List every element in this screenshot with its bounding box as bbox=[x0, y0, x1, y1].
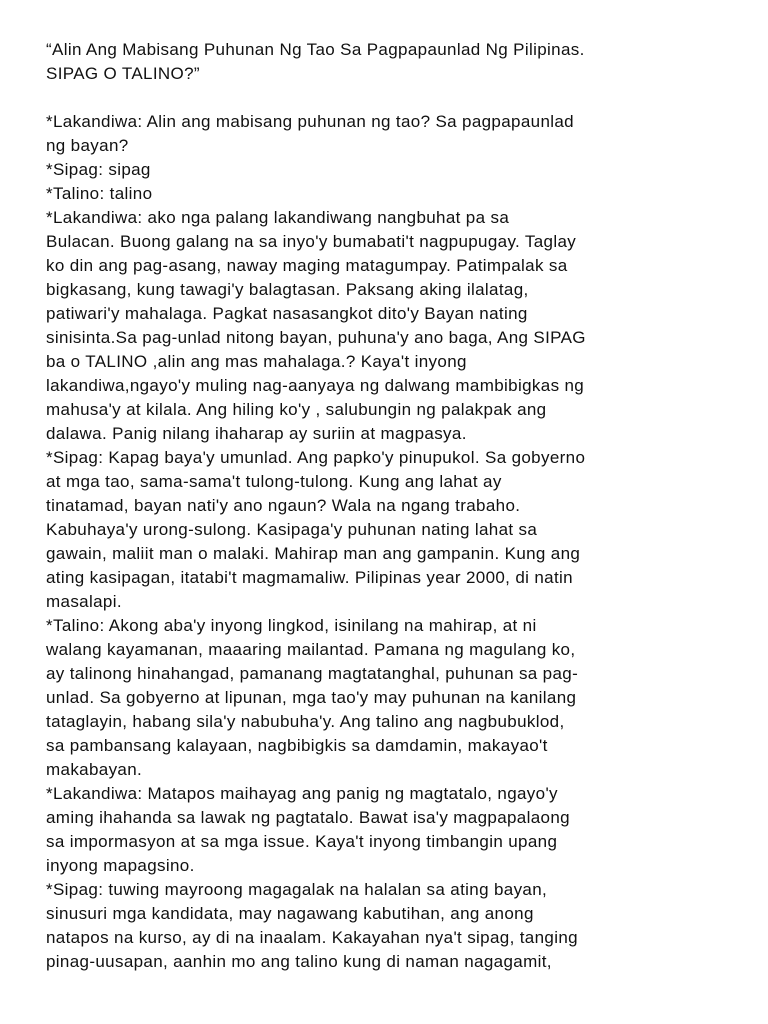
text-line: ko din ang pag-asang, naway maging matagumpay. Patimpalak sa bbox=[46, 256, 568, 275]
text-line: sa pambansang kalayaan, nagbibigkis sa damdamin, makayao't bbox=[46, 736, 548, 755]
text-line: *Sipag: sipag bbox=[46, 160, 151, 179]
text-line: unlad. Sa gobyerno at lipunan, mga tao'y may puhunan na kanilang bbox=[46, 688, 577, 707]
title-line: SIPAG O TALINO?” bbox=[46, 64, 200, 83]
text-line: sa impormasyon at sa mga issue. Kaya't inyong timbangin upang bbox=[46, 832, 558, 851]
text-line: ng bayan? bbox=[46, 136, 129, 155]
text-line: Bulacan. Buong galang na sa inyo'y bumabati't nagpupugay. Taglay bbox=[46, 232, 577, 251]
text-line: ba o TALINO ,alin ang mas mahalaga.? Kaya't inyong bbox=[46, 352, 467, 371]
text-line: natapos na kurso, ay di na inaalam. Kakayahan nya't sipag, tanging bbox=[46, 928, 578, 947]
text-line: *Sipag: tuwing mayroong magagalak na halalan sa ating bayan, bbox=[46, 880, 548, 899]
text-line: bigkasang, kung tawagi'y balagtasan. Paksang aking ilalatag, bbox=[46, 280, 529, 299]
text-line: mahusa'y at kilala. Ang hiling ko'y , salubungin ng palakpak ang bbox=[46, 400, 547, 419]
text-line: *Talino: Akong aba'y inyong lingkod, isinilang na mahirap, at ni bbox=[46, 616, 537, 635]
text-line: patiwari'y mahalaga. Pagkat nasasangkot dito'y Bayan nating bbox=[46, 304, 528, 323]
text-line: walang kayamanan, maaaring mailantad. Pamana ng magulang ko, bbox=[46, 640, 576, 659]
text-line: *Sipag: Kapag baya'y umunlad. Ang papko'y pinupukol. Sa gobyerno bbox=[46, 448, 586, 467]
text-line: dalawa. Panig nilang ihaharap ay suriin at magpasya. bbox=[46, 424, 467, 443]
text-line: sinusuri mga kandidata, may nagawang kabutihan, ang anong bbox=[46, 904, 534, 923]
text-line: Kabuhaya'y urong-sulong. Kasipaga'y puhunan nating lahat sa bbox=[46, 520, 538, 539]
text-line: *Lakandiwa: ako nga palang lakandiwang nangbuhat pa sa bbox=[46, 208, 510, 227]
text-line: gawain, maliit man o malaki. Mahirap man ang gampanin. Kung ang bbox=[46, 544, 581, 563]
blank-line bbox=[46, 86, 746, 110]
text-line: ay talinong hinahangad, pamanang magtatanghal, puhunan sa pag- bbox=[46, 664, 579, 683]
title-line: “Alin Ang Mabisang Puhunan Ng Tao Sa Pagpapaunlad Ng Pilipinas. bbox=[46, 40, 585, 59]
text-line: lakandiwa,ngayo'y muling nag-aanyaya ng dalwang mambibigkas ng bbox=[46, 376, 585, 395]
text-line: masalapi. bbox=[46, 592, 122, 611]
text-line: *Talino: talino bbox=[46, 184, 153, 203]
text-line: *Lakandiwa: Alin ang mabisang puhunan ng tao? Sa pagpapaunlad bbox=[46, 112, 574, 131]
text-line: tinatamad, bayan nati'y ano ngaun? Wala na ngang trabaho. bbox=[46, 496, 521, 515]
text-line: makabayan. bbox=[46, 760, 143, 779]
text-line: *Lakandiwa: Matapos maihayag ang panig ng magtatalo, ngayo'y bbox=[46, 784, 558, 803]
document-text bbox=[46, 38, 746, 974]
text-line: sinisinta.Sa pag-unlad nitong bayan, puhuna'y ano baga, Ang SIPAG bbox=[46, 328, 586, 347]
text-line: ating kasipagan, itatabi't magmamaliw. Pilipinas year 2000, di natin bbox=[46, 568, 573, 587]
text-line: tataglayin, habang sila'y nabubuha'y. Ang talino ang nagbubuklod, bbox=[46, 712, 565, 731]
text-line: pinag-uusapan, aanhin mo ang talino kung di naman nagagamit, bbox=[46, 952, 552, 971]
text-line: at mga tao, sama-sama't tulong-tulong. Kung ang lahat ay bbox=[46, 472, 502, 491]
text-line: inyong mapagsino. bbox=[46, 856, 195, 875]
text-line: aming ihahanda sa lawak ng pagtatalo. Bawat isa'y magpapalaong bbox=[46, 808, 570, 827]
